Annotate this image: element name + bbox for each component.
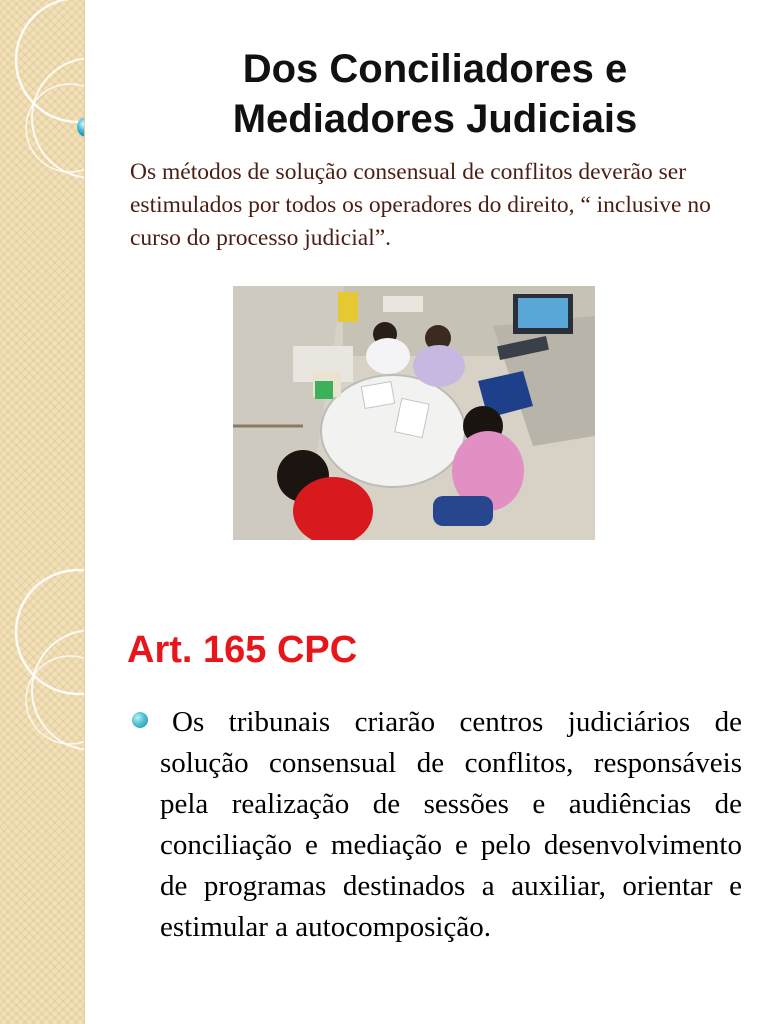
decorative-side-strip [0, 0, 85, 1024]
slide-title-line-1: Dos Conciliadores e [242, 47, 628, 91]
slide-intro-text: Os métodos de solução consensual de conflitos deverão ser estimulados por todos os operadores do direito, “ inclusive no curso do processo judicial”. [130, 159, 711, 251]
decorative-circles [0, 0, 84, 1024]
bullet-point-icon [132, 712, 148, 728]
bullet-item [160, 702, 742, 948]
slide-title [130, 44, 740, 144]
mediation-session-photo [233, 286, 595, 540]
article-heading: Art. 165 CPC [127, 629, 358, 671]
bullet-text: Os tribunais criarão centros judiciários de solução consensual de conflitos, responsáveis pela realização de sessões e audiências de conciliação e mediação e pelo desenvolvimento de programas destinados a auxiliar, orientar e estimular a autocomposição. [160, 706, 742, 943]
slide-title-line-2: Mediadores Judiciais [232, 97, 638, 141]
